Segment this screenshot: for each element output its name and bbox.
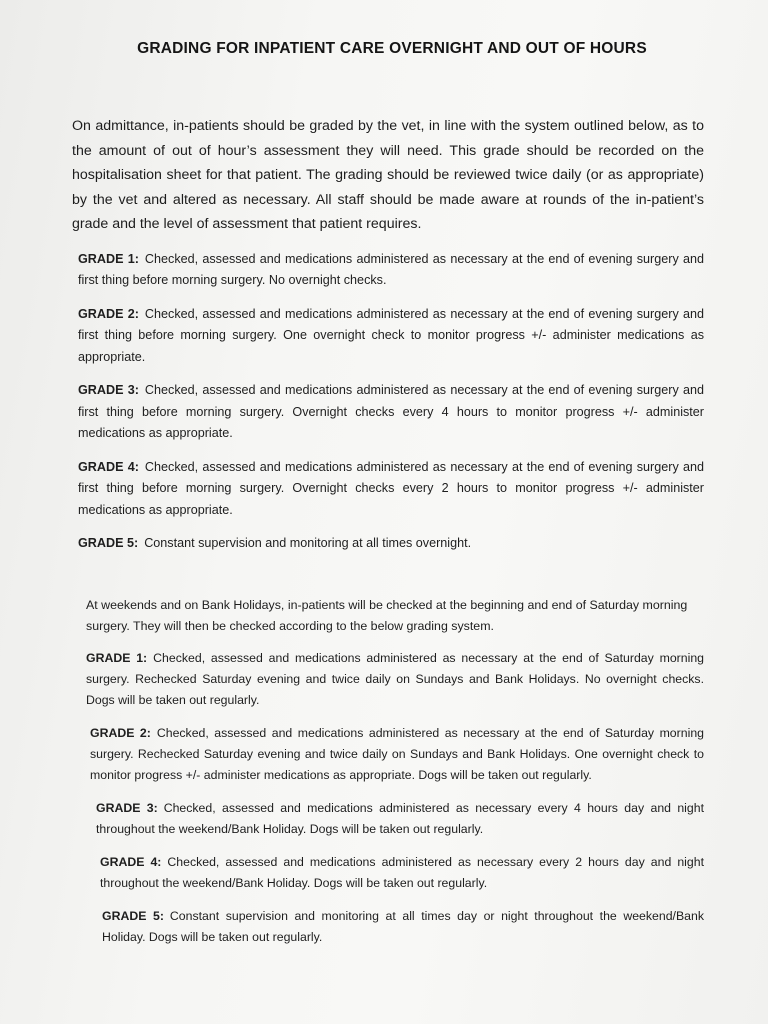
grade-label: GRADE 5: bbox=[102, 908, 164, 923]
weekend-grade-3 bbox=[96, 798, 704, 840]
intro-paragraph: On admittance, in-patients should be graded by the vet, in line with the system outlined below, as to the amount of out of hour’s assessment they will need. This grade should be recorded on the hospitalisation sheet for that patient. The grading should be reviewed twice daily (or as appropriate) by the vet and altered as necessary. All staff should be made aware at rounds of the in-patient’s grade and the level of assessment that patient requires. bbox=[72, 118, 704, 232]
grade-label: GRADE 3: bbox=[78, 383, 139, 397]
grade-label: GRADE 1: bbox=[78, 251, 139, 266]
grade-text: Checked, assessed and medications administered as necessary at the end of evening surgery and first thing before morning surgery. Overnight checks every 4 hours to monitor progress +/- administer medications as appropriate. bbox=[78, 383, 704, 440]
document-title: GRADING FOR INPATIENT CARE OVERNIGHT AND OUT OF HOURS bbox=[137, 40, 647, 57]
grade-label: GRADE 5: bbox=[78, 536, 139, 550]
grade-text: Constant supervision and monitoring at all times day or night throughout the weekend/Bank Holiday. Dogs will be taken out regularly. bbox=[102, 908, 704, 944]
weekend-grade-5 bbox=[102, 906, 704, 948]
grade-text: Checked, assessed and medications administered as necessary at the end of Saturday morning surgery. Rechecked Saturday evening and twice daily on Sundays and Bank Holidays. One overnight check to monitor progress +/- administer medications as appropriate. Dogs will be taken out regularly. bbox=[90, 725, 704, 782]
weekday-grade-5 bbox=[78, 533, 704, 555]
weekday-grade-2 bbox=[78, 304, 704, 369]
grade-text: Checked, assessed and medications administered as necessary at the end of evening surgery and first thing before morning surgery. One overnight check to monitor progress +/- administer medications as appropriate. bbox=[78, 306, 704, 364]
grade-label: GRADE 1: bbox=[86, 650, 148, 665]
grade-label: GRADE 4: bbox=[100, 854, 162, 869]
grade-text: Checked, assessed and medications administered as necessary every 2 hours day and night throughout the weekend/Bank Holiday. Dogs will be taken out regularly. bbox=[100, 854, 705, 890]
weekend-grade-1 bbox=[86, 648, 704, 711]
grade-label: GRADE 2: bbox=[78, 306, 139, 321]
weekend-grade-4 bbox=[100, 852, 704, 894]
weekend-section bbox=[72, 595, 704, 948]
grade-text: Checked, assessed and medications administered as necessary at the end of Saturday morning surgery. Rechecked Saturday evening and twice daily on Sundays and Bank Holidays. No overnight checks. Dogs will be taken out regularly. bbox=[86, 650, 704, 707]
weekday-grades bbox=[72, 249, 704, 555]
grade-text: Checked, assessed and medications administered as necessary at the end of evening surgery and first thing before morning surgery. No overnight checks. bbox=[78, 251, 704, 287]
weekday-grade-3 bbox=[78, 380, 704, 445]
weekday-grade-4 bbox=[78, 457, 704, 522]
grade-text: Checked, assessed and medications administered as necessary at the end of evening surgery and first thing before morning surgery. Overnight checks every 2 hours to monitor progress +/- administer medications as appropriate. bbox=[78, 459, 704, 517]
grade-text: Constant supervision and monitoring at all times overnight. bbox=[144, 536, 472, 550]
weekday-grade-1 bbox=[78, 249, 704, 292]
grade-label: GRADE 3: bbox=[96, 800, 158, 815]
grade-label: GRADE 4: bbox=[78, 459, 139, 474]
grade-label: GRADE 2: bbox=[90, 725, 151, 740]
grade-text: Checked, assessed and medications administered as necessary every 4 hours day and night throughout the weekend/Bank Holiday. Dogs will be taken out regularly. bbox=[96, 800, 705, 836]
weekend-intro-paragraph: At weekends and on Bank Holidays, in-patients will be checked at the beginning and end of Saturday morning surgery. They will then be checked according to the below grading system. bbox=[86, 597, 688, 633]
document-body bbox=[72, 40, 704, 960]
weekend-grade-2 bbox=[90, 723, 704, 786]
